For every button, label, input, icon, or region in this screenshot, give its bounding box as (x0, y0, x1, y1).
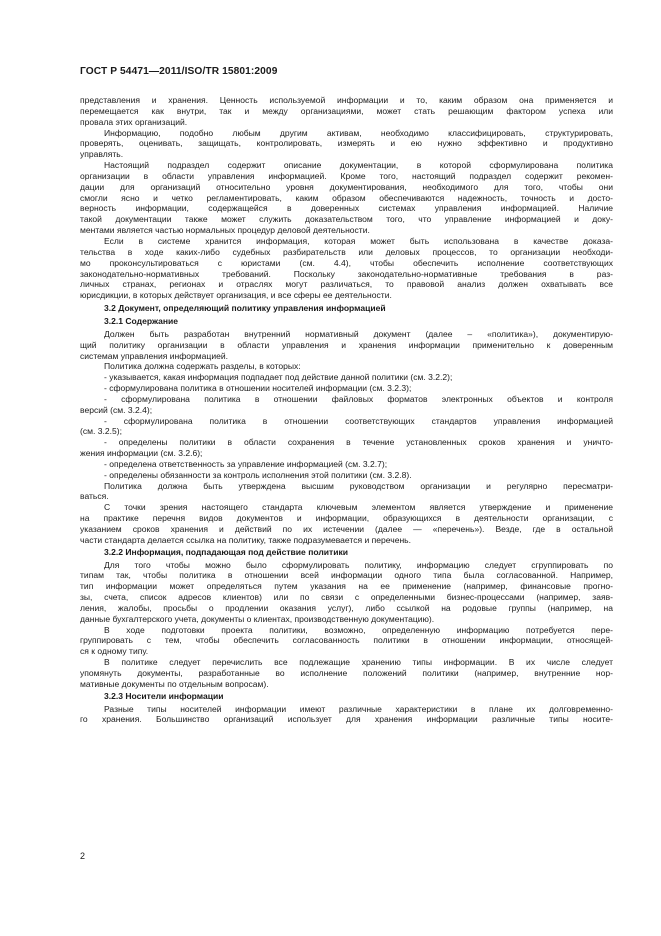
text-line: С точки зрения настоящего стандарта ключевым элементом является утверждение и применение (104, 502, 613, 513)
page-number: 2 (80, 851, 86, 861)
text-line: - сформулирована политика в отношении файловых форматов электронных объектов и контроля (104, 393, 613, 404)
text-line: тельства в ходе каких-либо судебных разбирательств или деловых процессов, то организации необходи- (80, 246, 613, 257)
text-line: дации для организаций относительно уровня документирования, необходимого для того, чтобы они (80, 181, 613, 192)
text-line: - сформулирована политика в отношении носителей информации (см. 3.2.3); (104, 383, 412, 394)
document-body (80, 95, 613, 725)
text-line: Настоящий подраздел содержит описание документации, в которой сформулирована политика (104, 160, 613, 171)
text-line: - определена ответственность за управление информацией (см. 3.2.7); (104, 458, 388, 469)
text-line: жения информации (см. 3.2.6); (80, 448, 203, 459)
text-line: Информацию, подобно любым другим активам, необходимо классифицировать, структурировать, (104, 127, 613, 138)
text-line: указанием сроков хранения и действий по их истечении (далее — «перечень»). Везде, где в остальной (80, 524, 613, 534)
text-line: го хранения. Большинство организаций использует для хранения информации различные типы носите- (80, 714, 613, 725)
text-line: ментами является частью нормальных процедур деловой деятельности. (80, 225, 370, 236)
text-line: мо проконсультироваться с юристами (см. 4.4), чтобы обеспечить исполнение соответствующих (80, 257, 613, 268)
text-line: Если в системе хранится информация, которая может быть использована в качестве доказа- (104, 235, 613, 246)
text-line: Для того чтобы можно было сформулировать политику, информацию следует сгруппировать по (104, 559, 613, 570)
text-line: тип информации может определяться путем указания на ее применение (например, финансовые прогно- (80, 581, 613, 592)
text-line: на практике перечня видов документов и информации, образующихся в деятельности организации, с (80, 513, 613, 524)
text-line: типам так, чтобы политика в отношении всей информации одного типа была согласованной. Например, (80, 570, 613, 581)
text-line: - определены обязанности за контроль исполнения этой политики (см. 3.2.8). (104, 469, 412, 480)
text-line: такой документации также может служить доказательством того, что управление информацией и доку- (80, 214, 613, 225)
text-line: - сформулирована политика в отношении соответствующих стандартов управления информацией (104, 415, 613, 426)
text-line: управлять. (80, 149, 124, 160)
text-line: организации в области управления информацией. Кроме того, настоящий подраздел содержит рекомен- (80, 170, 613, 181)
text-line: В ходе подготовки проекта политики, возможно, определенную информацию потребуется пере- (104, 624, 613, 635)
text-line: провала этих организаций. (80, 116, 188, 127)
text-line: (см. 3.2.5); (80, 426, 122, 437)
text-line: смогли ясно и четко регламентировать, каким образом обеспечиваются надежность, точность и досто- (80, 192, 613, 203)
text-line: ваться. (80, 491, 109, 502)
text-line: Политика должна быть утверждена высшим руководством организации и регулярно пересматри- (104, 480, 613, 491)
text-line: Должен быть разработан внутренний нормативный документ (далее – «политика»), документирую- (104, 328, 613, 339)
text-line: Разные типы носителей информации имеют различные характеристики в плане их долговременно- (104, 703, 613, 714)
text-line: перемещается как внутри, так и между организациями, может стать решающим фактором успеха или (80, 105, 613, 116)
text-line: юрисдикции, в которых действует организация, и все сферы ее деятельности. (80, 290, 392, 301)
section-heading: 3.2.3 Носители информации (104, 691, 224, 702)
text-line: группировать с тем, чтобы обеспечить согласованность политики в отношении информации, относящей- (80, 635, 613, 646)
text-line: проверять, оценивать, защищать, контролировать, измерять и ею нужно эффективно и продуктивно (80, 138, 613, 149)
text-line: щий политику организации в области управления и хранения информации применительно к доверенным (80, 339, 613, 350)
text-line: - указывается, какая информация подпадает под действие данной политики (см. 3.2.2); (104, 372, 453, 383)
text-line: ся к одному типу. (80, 646, 149, 657)
text-line: упомянуть документы, разработанные во исполнение положений политики (например, внутренние нор- (80, 668, 613, 679)
text-line: зы, счета, список адресов клиентов) или по связи с определенными бизнес-процессами (например, заяв- (80, 592, 613, 603)
text-line: - определены политики в области сохранения в течение установленных сроков хранения и уничто- (104, 437, 613, 448)
text-line: ления, жалобы, просьбы о продлении оказания услуг), либо ссылкой на родовые группы (например, на (80, 602, 613, 613)
text-line: В политике следует перечислить все подлежащие хранению типы информации. В их числе следует (104, 657, 613, 668)
text-line: версий (см. 3.2.4); (80, 404, 153, 415)
text-line: данные бухгалтерского учета, документы о клиентах, производственную документацию). (80, 613, 435, 624)
text-line: верность информации, содержащейся в доверенных системах управления информацией. Наличие (80, 203, 613, 214)
document-header: ГОСТ Р 54471—2011/ISO/TR 15801:2009 (80, 66, 278, 77)
section-heading: 3.2.1 Содержание (104, 316, 179, 327)
text-line: мативные документы по отдельным вопросам). (80, 678, 269, 689)
text-line: Политика должна содержать разделы, в которых: (104, 361, 301, 372)
text-line: законодательно-нормативных требований. Поскольку законодательно-нормативные требования в раз- (80, 268, 613, 279)
section-heading: 3.2 Документ, определяющий политику управления информацией (104, 302, 386, 313)
text-line: части стандарта делается ссылка на политику, также подразумевается и перечень. (80, 534, 411, 545)
text-line: личных странах, регионах и отраслях могут различаться, то правовой анализ должен охватывать все (80, 279, 613, 290)
text-line: представления и хранения. Ценность используемой информации и то, каким образом она применяется и (80, 95, 613, 105)
section-heading: 3.2.2 Информация, подпадающая под действие политики (104, 547, 349, 558)
text-line: системам управления информацией. (80, 350, 228, 361)
